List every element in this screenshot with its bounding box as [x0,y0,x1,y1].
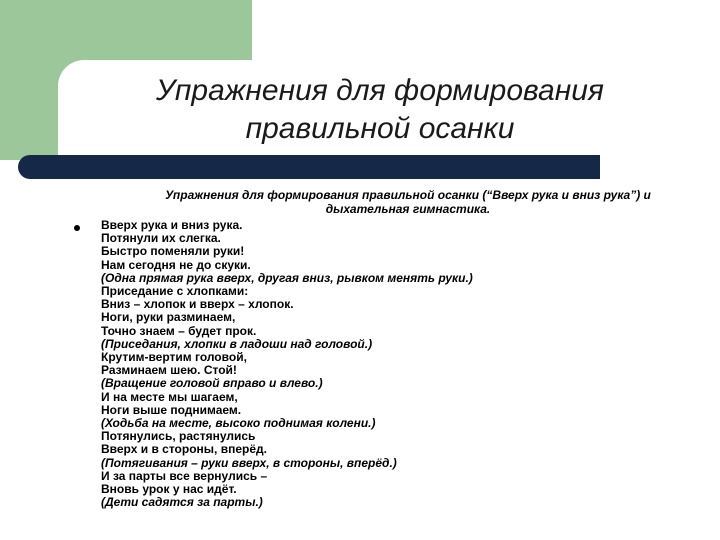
text-line: Ноги выше поднимаем. [101,402,242,417]
text-line: Вновь урок у нас идёт. [101,482,237,497]
text-line: Приседание с хлопками: [101,284,249,299]
text-line-italic: (Вращение головой вправо и влево.) [101,376,323,391]
text-line-italic: (Одна прямая рука вверх, другая вниз, рывком менять руки.) [101,270,473,285]
title-divider-bar [18,155,600,179]
title-line-2: правильной осанки [245,112,515,145]
text-line: Вверх рука и вниз рука. [101,218,243,232]
text-line: Быстро поменяли руки! [101,244,245,259]
text-line-italic: (Приседания, хлопки в ладоши над головой.) [101,336,373,351]
text-line: Нам сегодня не до скуки. [101,257,251,272]
bullet-icon [74,225,80,231]
text-line: Ноги, руки разминаем, [101,310,236,325]
text-line: И за парты все вернулись – [101,468,268,483]
slide-subtitle: Упражнения для формирования правильной осанки (“Вверх рука и вниз рука”) и дыхательная гимнастика. [165,188,651,216]
exercise-text [101,219,691,509]
text-line: Разминаем шею. Стой! [101,363,237,378]
title-line-1: Упражнения для формирования [156,74,604,107]
text-line: Крутим-вертим головой, [101,350,247,365]
text-line: Вниз – хлопок и вверх – хлопок. [101,297,294,312]
text-line-italic: (Ходьба на месте, высоко поднимая колени.) [101,416,376,431]
text-line: Потянули их слегка. [101,231,221,246]
slide-title [100,72,660,148]
text-line: Потянулись, растянулись [101,429,256,444]
text-line: Точно знаем – будет прок. [101,323,257,338]
text-line: И на месте мы шагаем, [101,389,238,404]
text-line-italic: (Дети садятся за парты.) [101,495,263,510]
text-line: Вверх и в стороны, вперёд. [101,442,267,457]
text-line-italic: (Потягивания – руки вверх, в стороны, вперёд.) [101,455,397,470]
